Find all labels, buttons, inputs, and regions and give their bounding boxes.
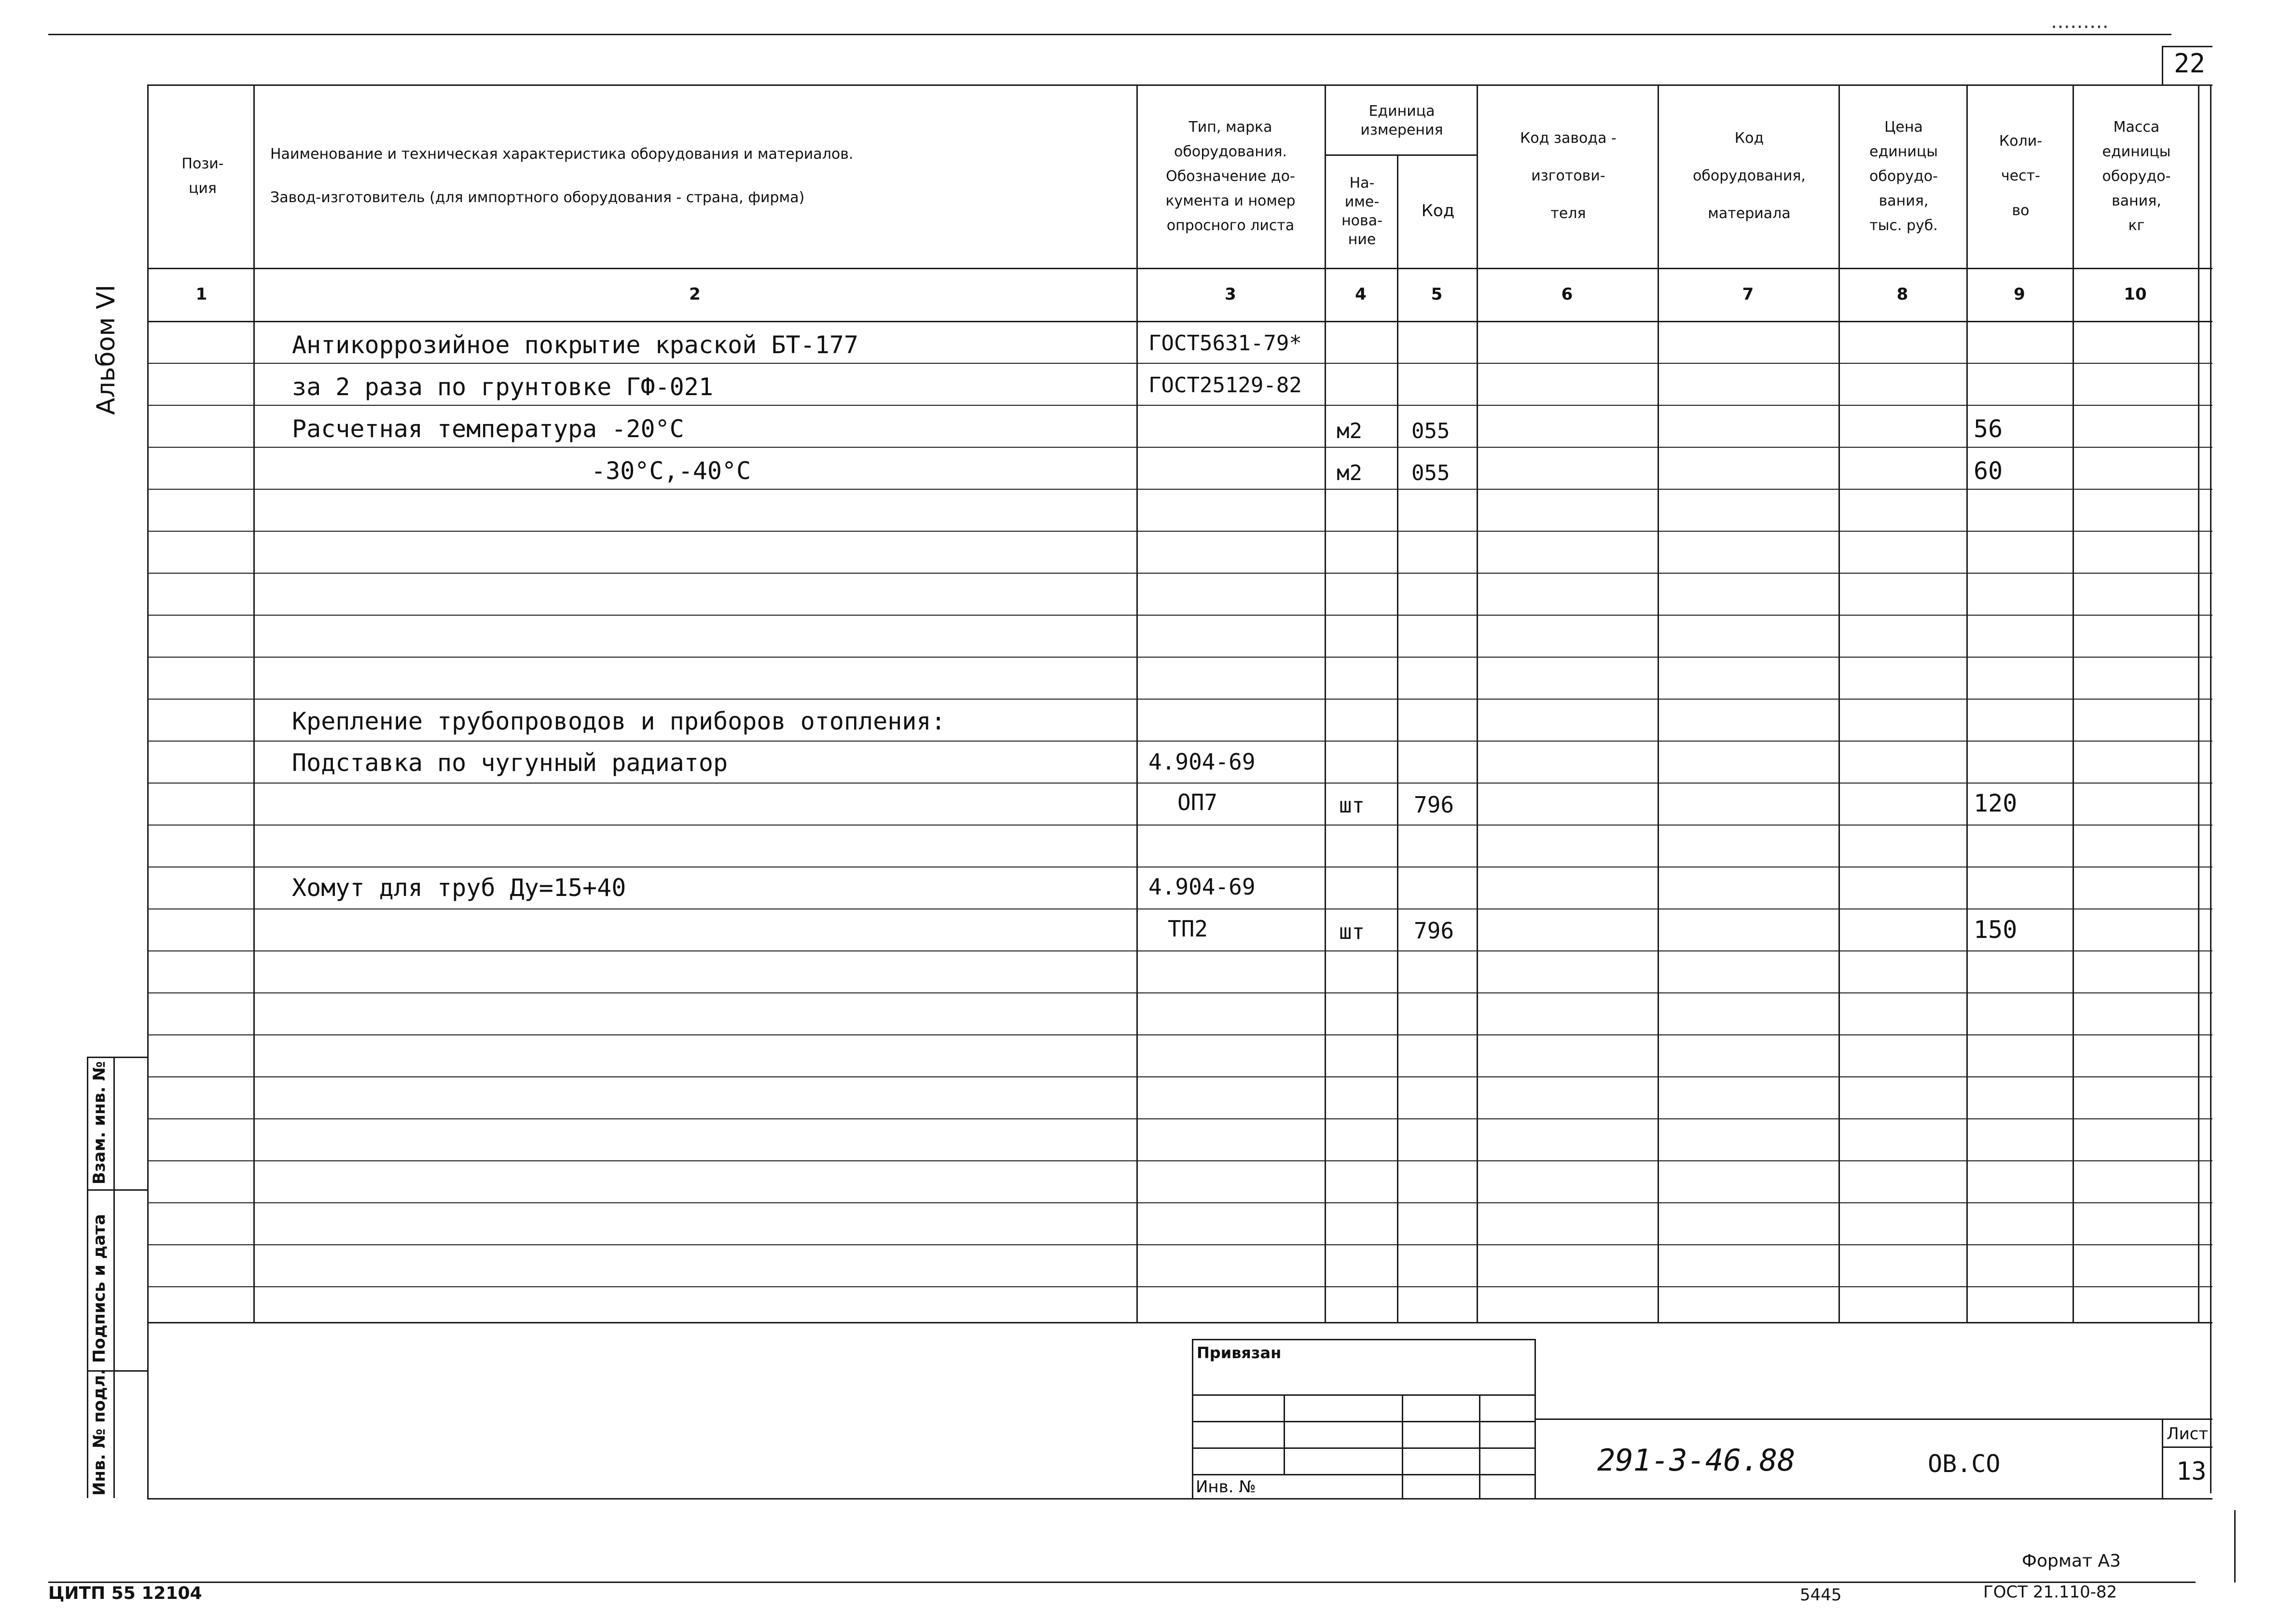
titleblock-list-line — [2162, 1446, 2212, 1448]
section-code: ОВ.СО — [1928, 1450, 2001, 1478]
titleblock-list-divider — [2162, 1418, 2163, 1498]
row-line — [147, 1076, 2212, 1077]
item-doc: 4.904-69 — [1148, 874, 1256, 900]
colnum-4: 4 — [1355, 285, 1367, 304]
header-col7: Код оборудования, материала — [1693, 130, 1806, 222]
header-col3: Тип, марка оборудования. Обозначение до- кумента и номер опросного листа — [1165, 118, 1296, 234]
page-right-line — [2234, 1510, 2236, 1583]
row-line — [147, 657, 2212, 658]
row-line — [147, 1286, 2212, 1287]
item-name: за 2 раза по грунтовке ГФ-021 — [292, 373, 713, 401]
item-unit: шт — [1339, 920, 1365, 944]
item-code: 055 — [1411, 419, 1450, 443]
side-label-vzam: Взам. инв. № — [90, 1061, 109, 1184]
side-label-podpis-wrap — [90, 1214, 109, 1363]
col-divider-6 — [1658, 84, 1659, 1322]
item-name: Крепление трубопроводов и приборов отопления: — [292, 707, 946, 735]
colnum-5: 5 — [1431, 285, 1443, 304]
row-line — [147, 992, 2212, 993]
side-strip-div1 — [87, 1189, 149, 1191]
item-doc: ОП7 — [1177, 789, 1218, 815]
album-label-text: Альбом VI — [92, 284, 121, 415]
row-line — [147, 950, 2212, 951]
row-line — [147, 741, 2212, 742]
item-name: Подставка по чугунный радиатор — [292, 749, 728, 777]
col-divider-4 — [1397, 154, 1398, 1322]
row-line — [147, 1160, 2212, 1161]
colnum-6: 6 — [1561, 285, 1573, 304]
side-strip-mid — [113, 1057, 115, 1498]
colnum-bottom — [147, 321, 2212, 322]
table-bottom-line — [147, 1322, 2212, 1323]
col-divider-3 — [1325, 84, 1326, 1322]
row-line — [147, 699, 2212, 700]
header-col9: Коли- чест- во — [1999, 133, 2043, 219]
row-line — [147, 1118, 2212, 1119]
row-line — [147, 615, 2212, 616]
col-divider-8 — [1966, 84, 1968, 1322]
col-divider-5 — [1477, 84, 1478, 1322]
header-col4: На- име- нова- ние — [1341, 174, 1382, 248]
item-qty: 56 — [1974, 415, 2003, 443]
col-divider-7 — [1838, 84, 1840, 1322]
sheet-number: 22 — [2174, 48, 2206, 79]
side-label-podpis: Подпись и дата — [90, 1214, 109, 1363]
colnum-2: 2 — [689, 285, 701, 304]
item-doc: ТП2 — [1168, 916, 1208, 942]
frame-right — [2210, 84, 2211, 1493]
row-line — [147, 447, 2212, 448]
item-qty: 150 — [1974, 916, 2017, 944]
row-line — [147, 405, 2212, 406]
row-line — [147, 531, 2212, 532]
list-number: 13 — [2176, 1457, 2207, 1486]
item-doc: 4.904-69 — [1148, 749, 1256, 775]
sheet-box-top — [2162, 46, 2212, 47]
stamp-col1 — [1284, 1394, 1285, 1474]
album-label — [92, 284, 121, 415]
item-qty: 60 — [1974, 457, 2003, 485]
item-unit: м2 — [1337, 419, 1362, 443]
col-divider-1 — [253, 84, 255, 1322]
side-label-inv: Инв. № подл. — [90, 1368, 109, 1496]
row-line — [147, 573, 2212, 574]
colnum-3: 3 — [1225, 285, 1236, 304]
colnum-9: 9 — [2014, 285, 2025, 304]
item-unit: м2 — [1337, 461, 1362, 485]
row-line — [147, 1244, 2212, 1245]
stamp-col3 — [1479, 1394, 1480, 1498]
header-col10: Масса единицы оборудо- вания, кг — [2102, 118, 2171, 234]
header-unit-group: Единица измерения — [1360, 103, 1443, 138]
stamp-col2 — [1402, 1394, 1403, 1498]
row-line — [147, 825, 2212, 826]
row-line — [147, 489, 2212, 490]
colnum-8: 8 — [1896, 285, 1908, 304]
item-qty: 120 — [1974, 789, 2017, 817]
row-line — [147, 363, 2212, 364]
header-col2: Наименование и техническая характеристика оборудования и материалов. Завод-изготовитель (для импортного оборудования - страна, фирма) — [270, 146, 854, 206]
side-strip-left — [87, 1057, 88, 1498]
top-border-line — [48, 34, 2171, 35]
colnum-1: 1 — [195, 285, 207, 304]
row-line — [147, 1034, 2212, 1035]
format-label: Формат А3 — [2022, 1551, 2121, 1571]
stamp-row1 — [1192, 1394, 1534, 1396]
bottom-left-label: ЦИТП 55 12104 — [48, 1583, 202, 1603]
row-line — [147, 908, 2212, 909]
stamp-row4 — [1192, 1474, 1534, 1475]
item-name: Хомут для труб Ду=15+40 — [292, 874, 626, 902]
row-line — [147, 1202, 2212, 1203]
header-col1: Пози- ция — [181, 155, 224, 197]
stamp-row3 — [1192, 1447, 1534, 1449]
doc-code: 291-3-46.88 — [1597, 1443, 1796, 1478]
unit-group-divider — [1325, 154, 1478, 156]
header-col8: Цена единицы оборудо- вания, тыс. руб. — [1869, 118, 1938, 234]
colnum-7: 7 — [1742, 285, 1754, 304]
stamp-privyazan: Привязан — [1197, 1344, 1282, 1362]
side-strip-top — [87, 1057, 149, 1058]
item-code: 796 — [1414, 792, 1454, 818]
frame-top — [147, 84, 2212, 86]
header-col6: Код завода - изготови- теля — [1520, 130, 1617, 222]
colnum-10: 10 — [2124, 285, 2147, 304]
titleblock-top — [1534, 1418, 2212, 1420]
item-code: 055 — [1411, 461, 1450, 485]
item-name: Расчетная температура -20°С — [292, 415, 684, 443]
item-unit: шт — [1339, 793, 1365, 818]
col-divider-10 — [2198, 84, 2199, 1322]
side-label-vzam-wrap — [90, 1061, 109, 1184]
top-right-cut-text: ……… — [2051, 11, 2109, 33]
stamp-row2 — [1192, 1421, 1534, 1422]
stamp-inv-no: Инв. № — [1196, 1477, 1256, 1497]
stamp-top — [1192, 1339, 1534, 1340]
col-divider-9 — [2073, 84, 2074, 1322]
side-label-inv-wrap — [90, 1369, 109, 1496]
item-doc: ГОСТ5631-79* — [1148, 331, 1302, 356]
header-col5: Код — [1421, 201, 1455, 220]
sheet-box-left — [2162, 46, 2163, 85]
row-line — [147, 783, 2212, 784]
page-bottom-line — [48, 1582, 2196, 1583]
bottom-mid-label: 5445 — [1800, 1585, 1842, 1605]
item-doc: ГОСТ25129-82 — [1148, 373, 1302, 398]
header-bottom — [147, 268, 2212, 269]
item-code: 796 — [1414, 918, 1454, 944]
item-name: Антикоррозийное покрытие краской БТ-177 — [292, 331, 858, 359]
gost-label: ГОСТ 21.110-82 — [1983, 1583, 2117, 1602]
col-divider-2 — [1136, 84, 1138, 1322]
frame-bottom — [147, 1498, 2212, 1500]
list-label: Лист — [2167, 1424, 2209, 1444]
item-name: -30°С,-40°С — [591, 457, 751, 485]
